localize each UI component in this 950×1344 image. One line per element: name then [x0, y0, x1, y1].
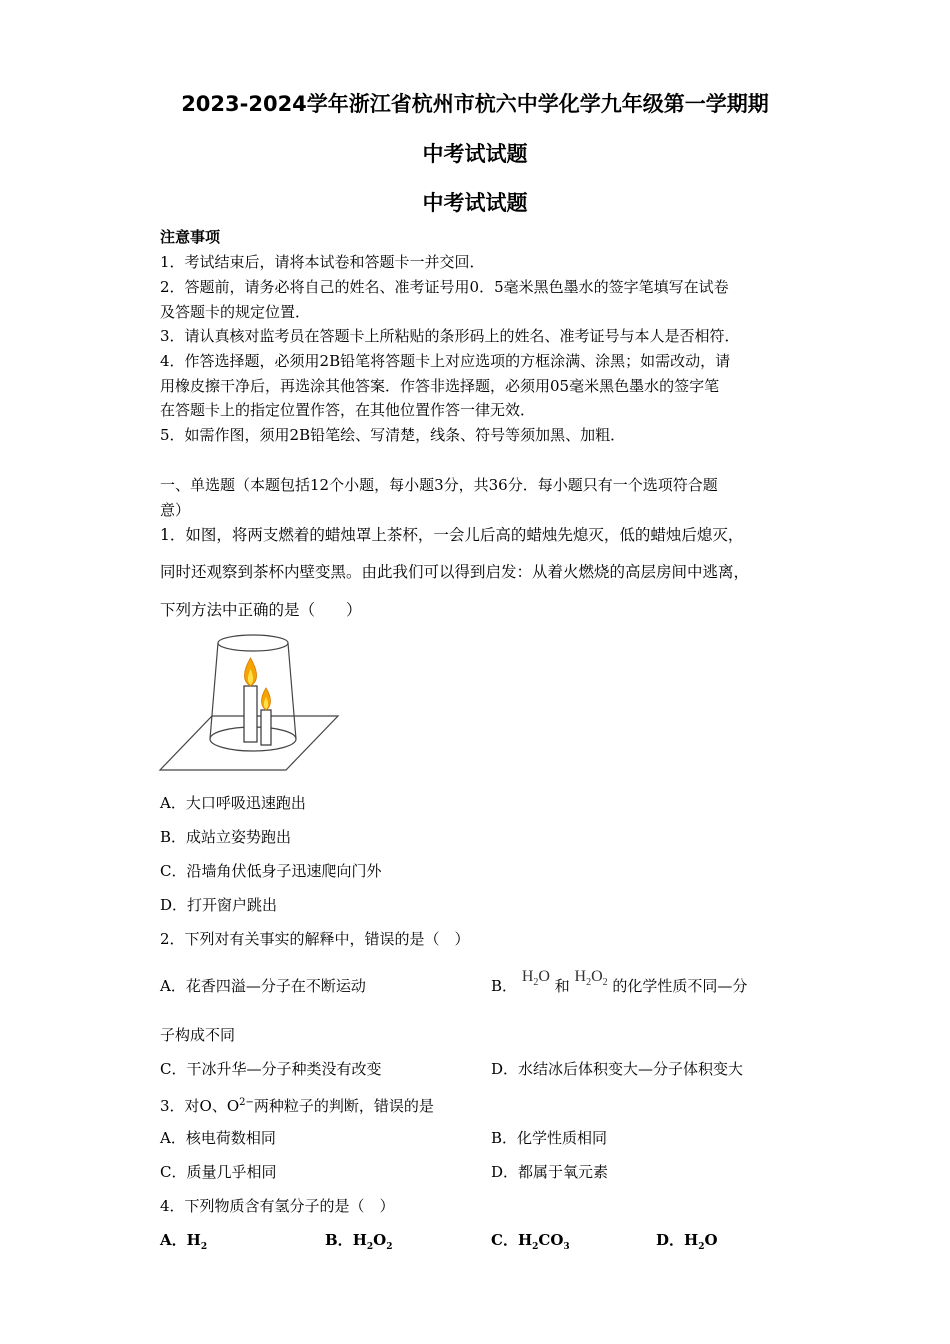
- q4-stem: 4．下列物质含有氢分子的是（ ）: [160, 1197, 395, 1215]
- cup-right-wall: [288, 643, 296, 739]
- candle-cup-diagram: [158, 628, 342, 776]
- tall-candle: [244, 686, 257, 742]
- notes-heading: 注意事项: [160, 228, 221, 246]
- q3-option-d: D．都属于氧元素: [491, 1163, 609, 1181]
- q1-stem-line2: 同时还观察到茶杯内壁变黑。由此我们可以得到启发：从着火燃烧的高层房间中逃离，: [160, 563, 750, 581]
- q1-option-a: A．大口呼吸迅速跑出: [160, 794, 306, 812]
- notes-line: 及答题卡的规定位置．: [160, 303, 311, 321]
- q4-option-d: D．$H_2O$: [656, 1231, 718, 1252]
- q4-option-a: A．$H_2$: [160, 1231, 208, 1252]
- cup-left-wall: [210, 643, 218, 739]
- q2-option-b-label: B．: [491, 977, 518, 995]
- q4-option-c: C．$H_2CO_3$: [491, 1231, 570, 1252]
- q2-option-c: C．干冰升华—分子种类没有改变: [160, 1060, 382, 1078]
- q1-option-c: C．沿墙角伏低身子迅速爬向门外: [160, 862, 382, 880]
- q1-option-b: B．成站立姿势跑出: [160, 828, 292, 846]
- q1-option-d: D．打开窗户跳出: [160, 896, 278, 914]
- formula-h2o2: $H_2O_2$: [574, 968, 608, 989]
- q3-stem: 3．对O、$O^{2-}$两种粒子的判断，错误的是: [160, 1097, 434, 1115]
- cup-top-rim: [218, 635, 288, 651]
- q3-option-b: B．化学性质相同: [491, 1129, 608, 1147]
- q2-option-a: A．花香四溢—分子在不断运动: [160, 977, 366, 995]
- section-heading-cont: 意）: [160, 501, 191, 519]
- notes-line: 4．作答选择题，必须用2B铅笔将答题卡上对应选项的方框涂满、涂黑；如需改动，请: [160, 352, 731, 370]
- page-title-line3: 中考试试题: [422, 191, 528, 215]
- notes-line: 用橡皮擦干净后，再选涂其他答案．作答非选择题，必须用05毫米黑色墨水的签字笔: [160, 377, 720, 395]
- q2-option-d: D．水结冰后体积变大—分子体积变大: [491, 1060, 744, 1078]
- section-heading: 一、单选题（本题包括12个小题，每小题3分，共36分．每小题只有一个选项符合题: [160, 476, 718, 494]
- short-candle: [261, 710, 271, 745]
- formula-h2o: $H_2O$: [521, 968, 550, 989]
- notes-line: 1．考试结束后，请将本试卷和答题卡一并交回．: [160, 253, 485, 271]
- q4-option-b: B．$H_2O_2$: [325, 1231, 393, 1252]
- notes-line: 3．请认真核对监考员在答题卡上所粘贴的条形码上的姓名、准考证号与本人是否相符．: [160, 327, 740, 345]
- q2-option-b-cont: 子构成不同: [160, 1026, 236, 1044]
- q2-option-b: B． $H_2O$ 和 $H_2O_2$ 的化学性质不同—分: [491, 968, 748, 995]
- q1-stem-line1: 1．如图，将两支燃着的蜡烛罩上茶杯，一会儿后高的蜡烛先熄灭，低的蜡烛后熄灭，: [160, 526, 744, 544]
- notes-line: 在答题卡上的指定位置作答，在其他位置作答一律无效．: [160, 401, 536, 419]
- notes-line: 2．答题前，请务必将自己的姓名、准考证号用0．5毫米黑色墨水的签字笔填写在试卷: [160, 278, 729, 296]
- notes-line: 5．如需作图，须用2B铅笔绘、写清楚，线条、符号等须加黑、加粗．: [160, 426, 626, 444]
- q3-option-a: A．核电荷数相同: [160, 1129, 276, 1147]
- page-title-line2: 中考试试题: [422, 142, 528, 166]
- page-title-line1: 2023-2024学年浙江省杭州市杭六中学化学九年级第一学期期: [181, 92, 769, 116]
- q3-option-c: C．质量几乎相同: [160, 1163, 277, 1181]
- q2-stem: 2．下列对有关事实的解释中，错误的是（ ）: [160, 930, 470, 948]
- q1-stem-line3: 下列方法中正确的是（ ）: [160, 601, 362, 619]
